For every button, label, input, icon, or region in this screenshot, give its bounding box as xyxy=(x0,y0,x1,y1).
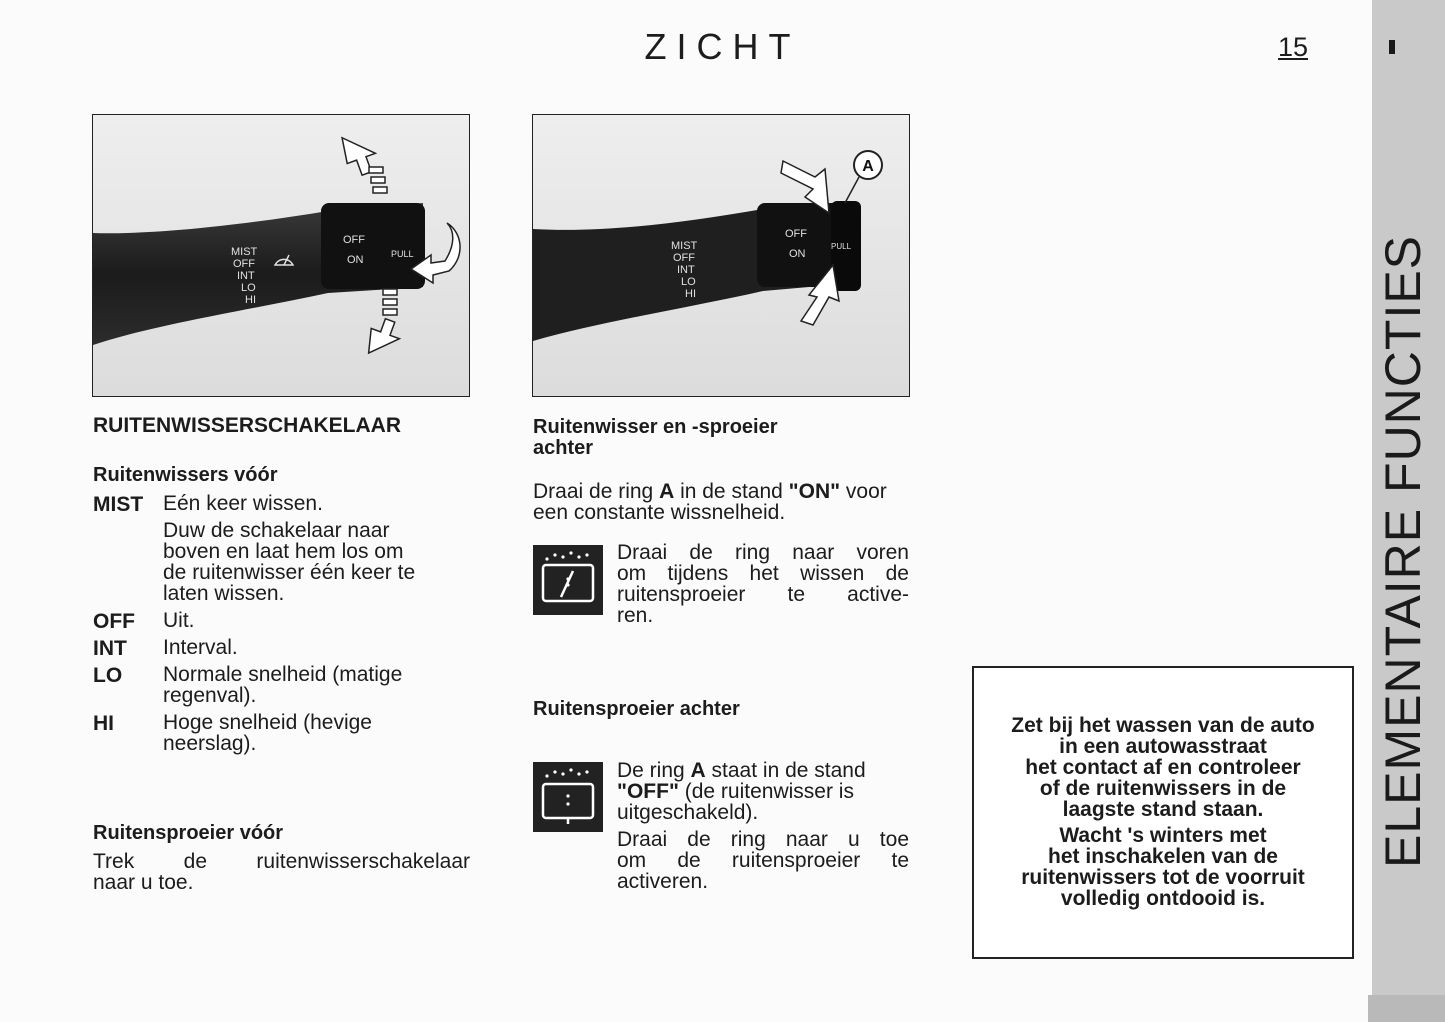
rear-washer-pull-text: Draai de ring naar u toe om de ruitensproeier te activeren. xyxy=(617,828,909,893)
ring-label-on: ON xyxy=(789,248,806,260)
desc-off: Uit. xyxy=(163,609,195,632)
sidebar-footer-bar xyxy=(1368,995,1445,1022)
rear-wiper-on-text: Draai de ring A in de stand "ON" voor een constante wissnelheid. xyxy=(533,480,887,524)
wiper-stalk-photo-rear xyxy=(532,114,910,397)
desc-hi: Hoge snelheid (hevige neerslag). xyxy=(163,711,372,755)
term-off: OFF xyxy=(93,610,135,633)
page-title: ZICHT xyxy=(644,26,801,67)
wiper-stalk-photo-front xyxy=(92,114,470,397)
heading-rear-wiper: Ruitenwisser en -sproeier achter xyxy=(533,416,778,459)
heading-rear-washer: Ruitensproeier achter xyxy=(533,698,740,720)
stalk-label-off: OFF xyxy=(673,252,695,264)
stalk-label-off: OFF xyxy=(233,258,255,270)
rear-washer-forward-text: Draai de ring naar voren om tijdens het wissen de ruitensproeier te active- ren. xyxy=(617,541,909,627)
svg-text:A: A xyxy=(862,158,874,175)
subheading-front-washer: Ruitensproeier vóór xyxy=(93,822,284,844)
stalk-label-int: INT xyxy=(677,264,695,276)
rear-ring-off-text: De ring A staat in de stand "OFF" (de ruitenwisser is uitgeschakeld). xyxy=(617,759,866,824)
desc-int: Interval. xyxy=(163,636,238,659)
car-wash-warning-box: Zet bij het wassen van de auto in een autowasstraat het contact af en controleer of de ruitenwissers in de laagste stand staan. Wacht 's winters met het inschakelen van de ruitenwissers tot de voorruit volledig ontdooid is. xyxy=(972,666,1354,959)
pull-label: PULL xyxy=(831,242,852,251)
term-mist: MIST xyxy=(93,493,144,516)
desc-mist: Eén keer wissen. Duw de schakelaar naar boven en laat hem los om de ruitenwisser één keer te laten wissen. xyxy=(163,492,416,605)
subheading-front-wipers: Ruitenwissers vóór xyxy=(93,464,278,486)
ring-label-off: OFF xyxy=(785,228,807,240)
front-washer-text: Trek de ruitenwisserschakelaar naar u toe. xyxy=(93,850,470,894)
desc-lo: Normale snelheid (matige regenval). xyxy=(163,663,403,707)
stalk-label-mist: MIST xyxy=(671,240,698,252)
pull-label: PULL xyxy=(391,249,414,259)
section-title: ELEMENTAIRE FUNCTIES xyxy=(1375,234,1431,868)
ring-label-off: OFF xyxy=(343,234,365,246)
stalk-label-lo: LO xyxy=(681,276,696,288)
page-number: 15 xyxy=(1278,32,1309,62)
term-int: INT xyxy=(93,637,127,660)
stalk-label-lo: LO xyxy=(241,282,256,294)
stalk-label-int: INT xyxy=(237,270,255,282)
ring-label-on: ON xyxy=(347,254,364,266)
stalk-label-hi: HI xyxy=(685,288,696,300)
rear-washer-icon xyxy=(533,545,603,615)
sidebar-marker xyxy=(1389,40,1395,54)
rear-wiper-off-icon xyxy=(533,762,603,832)
term-hi: HI xyxy=(93,712,114,735)
term-lo: LO xyxy=(93,664,123,687)
stalk-label-mist: MIST xyxy=(231,246,258,258)
section-heading-wiper-switch: RUITENWISSERSCHAKELAAR xyxy=(93,414,402,437)
stalk-label-hi: HI xyxy=(245,294,256,306)
